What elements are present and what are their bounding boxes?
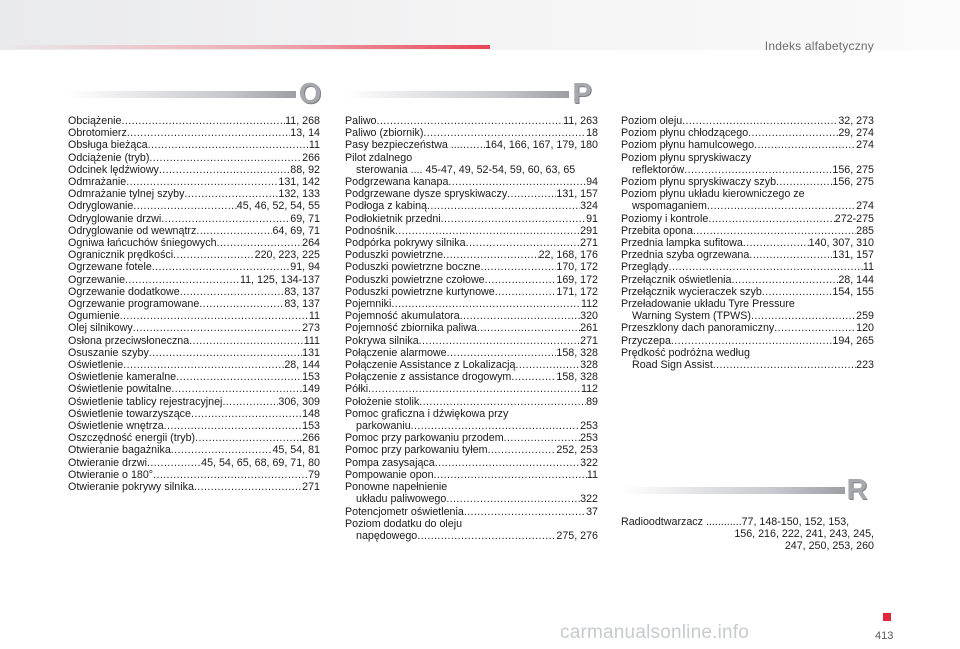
index-entry-pages: 11, 268 bbox=[285, 115, 320, 127]
index-entry-pages: 88, 92 bbox=[290, 163, 320, 176]
index-entry-pages: 252, 253 bbox=[556, 444, 598, 457]
index-entry-label: Poziom płynu chłodzącego bbox=[621, 127, 749, 140]
index-entry-pages: 11, 125, 134-137 bbox=[239, 273, 320, 286]
section-letter-r: R bbox=[846, 474, 868, 506]
index-entry-pages: 32, 273 bbox=[838, 115, 874, 127]
index-entry bbox=[68, 127, 320, 139]
index-entry bbox=[68, 200, 320, 212]
index-entry bbox=[68, 322, 320, 334]
index-entry-label: Ogrzewane fotele bbox=[68, 261, 152, 274]
index-entry-label: Ogrzewanie bbox=[68, 273, 126, 286]
index-entry-label: Otwieranie drzwi bbox=[68, 456, 147, 469]
index-entry-head: Pomoc graficzna i dźwiękowa przy bbox=[345, 407, 509, 420]
index-entry-label: Przełącznik oświetlenia bbox=[621, 273, 732, 286]
index-entry-pages: 29, 274 bbox=[838, 127, 874, 140]
index-entry-pages: 253 bbox=[580, 432, 598, 445]
index-entry bbox=[345, 225, 598, 237]
index-entry-pages: 131 bbox=[302, 346, 320, 359]
index-entry-pages: 274 bbox=[856, 200, 874, 213]
index-entry bbox=[345, 115, 598, 127]
index-entry-label: Przebita opona bbox=[621, 224, 693, 237]
index-entry-label: Pojemność akumulatora bbox=[345, 310, 460, 323]
index-entry-pages: 83, 137 bbox=[284, 298, 320, 311]
index-entry-pages: 45, 54, 65, 68, 69, 71, 80 bbox=[201, 456, 320, 469]
index-entry-label: układu paliwowego bbox=[356, 493, 447, 506]
index-entry-pages: 69, 71 bbox=[290, 212, 320, 225]
index-entry-pages: 11, 263 bbox=[563, 115, 598, 127]
index-entry-label: Poziom płynu spryskiwaczy szyb bbox=[621, 176, 777, 189]
index-entry-pages: 194, 265 bbox=[832, 334, 874, 347]
index-entry-label: Obrotomierz bbox=[68, 127, 127, 140]
index-entry-label: Poziomy i kontrole bbox=[621, 212, 709, 225]
index-entry bbox=[68, 371, 320, 383]
index-entry bbox=[345, 139, 598, 151]
index-entry bbox=[621, 164, 874, 176]
index-entry-label: Przednia lampka sufitowa bbox=[621, 237, 743, 250]
index-entry-label: Podłokietnik przedni bbox=[345, 212, 441, 225]
page-number: 413 bbox=[875, 630, 894, 642]
index-entry-pages: 28, 144 bbox=[284, 359, 320, 372]
index-entry-pages: 45, 46, 52, 54, 55 bbox=[236, 200, 320, 213]
index-entry-pages: 264 bbox=[302, 237, 320, 250]
index-entry bbox=[68, 261, 320, 273]
index-entry bbox=[345, 286, 598, 298]
index-entry-label: Poduszki powietrzne boczne bbox=[345, 261, 481, 274]
index-entry-label: Obciążenie bbox=[68, 115, 122, 127]
index-entry bbox=[345, 444, 598, 456]
index-entry-pages: 148 bbox=[302, 407, 320, 420]
index-entry bbox=[621, 127, 874, 139]
index-entry bbox=[68, 420, 320, 432]
index-entry-label: Odcinek lędźwiowy bbox=[68, 163, 159, 176]
index-entry bbox=[345, 469, 598, 481]
index-entry bbox=[345, 493, 598, 505]
index-entry bbox=[68, 225, 320, 237]
index-entry bbox=[68, 237, 320, 249]
index-entry-label: Obsługa bieżąca bbox=[68, 139, 148, 152]
index-entry bbox=[345, 347, 598, 359]
index-entry-pages: 223 bbox=[856, 359, 874, 372]
index-entry-label: Odmrażanie bbox=[68, 176, 127, 189]
index-entry bbox=[68, 396, 320, 408]
index-entry-pages: 266 bbox=[302, 151, 320, 164]
index-entry-pages: 11 bbox=[586, 468, 598, 481]
index-entry-label: Pasy bezpieczeństwa ... bbox=[345, 139, 460, 152]
index-entry bbox=[621, 274, 874, 286]
index-entry-sub: sterowania .... 45-47, 49, 52-54, 59, 60, 63, 65 bbox=[356, 163, 576, 176]
index-entry-label: Połączenie alarmowe bbox=[345, 346, 447, 359]
index-entry-pages: 153 bbox=[302, 371, 320, 384]
index-column-p2 bbox=[621, 115, 874, 371]
index-entry-pages: 274 bbox=[856, 139, 874, 152]
index-entry-pages: 169, 172 bbox=[556, 273, 598, 286]
index-entry-label: Ogumienie bbox=[68, 310, 120, 323]
index-entry bbox=[68, 176, 320, 188]
index-entry bbox=[621, 176, 874, 188]
index-entry bbox=[621, 115, 874, 127]
index-entry-pages: 156, 275 bbox=[832, 176, 874, 189]
index-entry bbox=[621, 200, 874, 212]
index-entry-label: Podłoga z kabiną bbox=[345, 200, 427, 213]
index-entry-pages: 154, 155 bbox=[832, 285, 874, 298]
index-entry bbox=[345, 506, 598, 518]
index-entry-label: Połączenie z assistance drogowym bbox=[345, 371, 512, 384]
page-title: Indeks alfabetyczny bbox=[764, 39, 874, 53]
index-entry-label: Podnośnik bbox=[345, 224, 395, 237]
index-entry-pages: 83, 137 bbox=[284, 285, 320, 298]
index-entry-pages: 45, 54, 81 bbox=[272, 444, 320, 457]
index-entry-label: Pompowanie opon bbox=[345, 468, 434, 481]
index-entry-label: Otwieranie o 180° bbox=[68, 468, 154, 481]
index-entry-pages: 111 bbox=[303, 334, 320, 347]
index-entry-pages: 149 bbox=[302, 383, 320, 396]
index-entry-pages: 112 bbox=[580, 298, 598, 311]
index-entry-pages: 79 bbox=[308, 468, 320, 481]
index-entry bbox=[68, 481, 320, 493]
index-entry bbox=[345, 200, 598, 212]
index-entry-label: Poziom oleju bbox=[621, 115, 683, 127]
index-entry-pages: 306, 309 bbox=[278, 395, 320, 408]
index-entry-head: Pilot zdalnego bbox=[345, 151, 413, 164]
index-entry-label: Oświetlenie wnętrza bbox=[68, 420, 164, 433]
index-entry-label: wspomaganiem bbox=[632, 200, 707, 213]
index-entry bbox=[345, 237, 598, 249]
index-entry-label: Odryglowanie bbox=[68, 200, 134, 213]
index-entry bbox=[68, 432, 320, 444]
index-entry-head: Przeładowanie układu Tyre Pressure bbox=[621, 298, 795, 311]
index-entry bbox=[68, 139, 320, 151]
index-entry-pages: 272-275 bbox=[834, 212, 874, 225]
index-entry-label: Warning System (TPWS) bbox=[632, 310, 751, 323]
index-column-r bbox=[621, 516, 874, 553]
index-entry-pages: 158, 328 bbox=[556, 371, 598, 384]
index-entry bbox=[621, 310, 874, 322]
index-entry bbox=[621, 213, 874, 225]
index-entry-pages: 170, 172 bbox=[556, 261, 598, 274]
index-entry bbox=[621, 322, 874, 334]
index-entry-label: Przeglądy bbox=[621, 261, 669, 274]
index-entry-label: Oświetlenie bbox=[68, 359, 124, 372]
index-entry bbox=[345, 188, 598, 200]
header-accent-line bbox=[0, 45, 490, 49]
index-entry-label: Odmrażanie tylnej szyby bbox=[68, 188, 185, 201]
index-entry-pages: 112 bbox=[580, 383, 598, 396]
index-entry bbox=[345, 249, 598, 261]
index-entry bbox=[345, 310, 598, 322]
index-entry bbox=[345, 298, 598, 310]
index-entry bbox=[68, 188, 320, 200]
index-entry bbox=[345, 530, 598, 542]
index-entry-pages: 266 bbox=[302, 432, 320, 445]
index-entry bbox=[621, 237, 874, 249]
index-entry-pages: 271 bbox=[580, 334, 598, 347]
index-entry-label: napędowego bbox=[356, 529, 418, 542]
index-entry-label: Oświetlenie powitalne bbox=[68, 383, 172, 396]
index-entry bbox=[68, 347, 320, 359]
index-entry-label: Pomoc przy parkowaniu przodem bbox=[345, 432, 504, 445]
index-entry-label: Poduszki powietrzne czołowe bbox=[345, 273, 485, 286]
index-entry-pages: 328 bbox=[580, 359, 598, 372]
index-entry-pages: 120 bbox=[856, 322, 874, 335]
index-entry bbox=[621, 225, 874, 237]
index-entry-pages: 156, 275 bbox=[832, 163, 874, 176]
index-entry bbox=[68, 274, 320, 286]
index-entry bbox=[345, 371, 598, 383]
index-column-p1 bbox=[345, 115, 598, 542]
index-entry-pages: 285 bbox=[856, 224, 874, 237]
index-entry bbox=[68, 298, 320, 310]
index-entry-pages: 89 bbox=[586, 395, 598, 408]
index-entry bbox=[621, 139, 874, 151]
index-entry-pages: 273 bbox=[302, 322, 320, 335]
index-entry bbox=[345, 127, 598, 139]
index-entry-label: Ogrzewanie programowane bbox=[68, 298, 200, 311]
index-entry bbox=[621, 359, 874, 371]
index-entry bbox=[68, 310, 320, 322]
index-entry bbox=[345, 213, 598, 225]
index-entry-pages: 271 bbox=[580, 237, 598, 250]
index-entry bbox=[621, 261, 874, 273]
index-entry-label: Przyczepa bbox=[621, 334, 671, 347]
watermark: carmanualsonline.info bbox=[560, 622, 750, 643]
index-entry-label: Podgrzewana kanapa bbox=[345, 176, 449, 189]
index-entry bbox=[68, 469, 320, 481]
section-letter-p: P bbox=[572, 78, 592, 110]
index-entry-label: Ogranicznik prędkości bbox=[68, 249, 174, 262]
index-entry-label: Podgrzewane dysze spryskiwaczy bbox=[345, 188, 508, 201]
index-entry-label: Pokrywa silnika bbox=[345, 334, 419, 347]
index-entry bbox=[345, 432, 598, 444]
index-entry-pages: 18 bbox=[586, 127, 598, 140]
index-entry bbox=[621, 335, 874, 347]
index-entry bbox=[68, 249, 320, 261]
index-entry-radio-cont: 247, 250, 253, 260 bbox=[784, 540, 874, 553]
index-entry-label: Ogrzewanie dodatkowe bbox=[68, 285, 180, 298]
index-entry-pages: 91 bbox=[586, 212, 598, 225]
index-entry-head: Poziom dodatku do oleju bbox=[345, 517, 463, 530]
index-entry-label: reflektorów bbox=[632, 163, 685, 176]
index-entry-pages: 11 bbox=[308, 310, 320, 323]
index-entry-pages: 164, 166, 167, 179, 180 bbox=[485, 139, 598, 152]
index-entry-head: Prędkość podróżna według bbox=[621, 346, 750, 359]
index-entry-pages: 22, 168, 176 bbox=[538, 249, 598, 262]
index-entry-pages: 11 bbox=[308, 139, 320, 152]
index-entry-label: Osłona przeciwsłoneczna bbox=[68, 334, 190, 347]
index-entry-pages: 131, 157 bbox=[832, 249, 874, 262]
index-entry bbox=[68, 383, 320, 395]
index-entry-pages: 261 bbox=[580, 322, 598, 335]
index-entry-label: Poduszki powietrzne kurtynowe bbox=[345, 285, 495, 298]
index-entry-label: Road Sign Assist bbox=[632, 359, 713, 372]
index-entry-label: Przełącznik wycieraczek szyb bbox=[621, 285, 762, 298]
index-entry-label: Oświetlenie tablicy rejestracyjnej bbox=[68, 395, 223, 408]
index-entry-pages: 322 bbox=[580, 493, 598, 506]
section-p-rule bbox=[345, 91, 569, 98]
index-entry-label: Olej silnikowy bbox=[68, 322, 133, 335]
index-entry-pages: 11 bbox=[862, 261, 874, 274]
index-entry-pages: 259 bbox=[856, 310, 874, 323]
index-entry-label: Poziom płynu hamulcowego bbox=[621, 139, 755, 152]
index-entry-label: Paliwo bbox=[345, 115, 377, 127]
index-entry-pages: 37 bbox=[586, 505, 598, 518]
index-entry bbox=[345, 176, 598, 188]
index-entry-pages: 132, 133 bbox=[278, 188, 320, 201]
index-entry bbox=[68, 457, 320, 469]
index-entry-label: Osuszanie szyby bbox=[68, 346, 149, 359]
index-entry-pages: 91, 94 bbox=[290, 261, 320, 274]
page-marker bbox=[883, 613, 891, 621]
index-entry bbox=[621, 249, 874, 261]
index-entry-radio-cont: 156, 216, 222, 241, 243, 245, bbox=[734, 528, 874, 541]
index-entry-label: Połączenie Assistance z Lokalizacją bbox=[345, 359, 516, 372]
index-entry bbox=[345, 274, 598, 286]
index-column-o bbox=[68, 115, 320, 493]
index-entry-label: Pomoc przy parkowaniu tyłem bbox=[345, 444, 488, 457]
index-entry-pages: 28, 144 bbox=[838, 273, 874, 286]
index-entry-head: Ponowne napełnienie bbox=[345, 481, 448, 494]
index-entry bbox=[345, 359, 598, 371]
index-entry-pages: 275, 276 bbox=[556, 529, 598, 542]
index-entry bbox=[345, 457, 598, 469]
index-entry-label: Podpórka pokrywy silnika bbox=[345, 237, 466, 250]
index-entry-label: Oświetlenie towarzyszące bbox=[68, 407, 191, 420]
index-entry-pages: 158, 328 bbox=[556, 346, 598, 359]
index-entry-label: Otwieranie bagażnika bbox=[68, 444, 171, 457]
index-entry-head: Poziom płynu układu kierowniczego ze bbox=[621, 188, 805, 201]
index-entry-label: Pojemniki bbox=[345, 298, 392, 311]
index-entry-pages: 153 bbox=[302, 420, 320, 433]
index-entry-label: Odryglowanie drzwi bbox=[68, 212, 162, 225]
index-entry-label: Oszczędność energii (tryb) bbox=[68, 432, 196, 445]
index-entry-pages: 320 bbox=[580, 310, 598, 323]
section-r-rule bbox=[621, 487, 845, 494]
index-entry bbox=[68, 164, 320, 176]
index-entry-pages: 94 bbox=[586, 176, 598, 189]
index-entry-label: Oświetlenie kameralne bbox=[68, 371, 177, 384]
index-entry-head: Poziom płynu spryskiwaczy bbox=[621, 151, 752, 164]
index-entry bbox=[345, 335, 598, 347]
index-entry-label: Pompa zasysająca bbox=[345, 456, 435, 469]
index-entry bbox=[621, 286, 874, 298]
index-entry bbox=[68, 359, 320, 371]
index-entry-label: Otwieranie pokrywy silnika bbox=[68, 481, 194, 494]
section-o-rule bbox=[68, 91, 296, 98]
index-entry-label: Położenie stolik bbox=[345, 395, 420, 408]
index-entry-pages: 322 bbox=[580, 456, 598, 469]
index-entry-pages: 271 bbox=[302, 481, 320, 494]
index-entry-label: Przednia szyba ogrzewana bbox=[621, 249, 750, 262]
index-entry bbox=[345, 383, 598, 395]
index-entry-pages: 291 bbox=[580, 224, 598, 237]
index-entry-label: Paliwo (zbiornik) bbox=[345, 127, 424, 140]
index-entry bbox=[345, 420, 598, 432]
index-entry-radio: Radioodtwarzacz ............77, 148-150, 152, 153, bbox=[621, 516, 850, 528]
index-entry bbox=[68, 408, 320, 420]
index-entry-label: Pojemność zbiornika paliwa bbox=[345, 322, 477, 335]
index-entry-label: Przeszklony dach panoramiczny bbox=[621, 322, 775, 335]
section-letter-o: O bbox=[298, 78, 322, 110]
index-entry-label: parkowaniu bbox=[356, 420, 411, 433]
index-entry bbox=[68, 152, 320, 164]
index-entry-pages: 171, 172 bbox=[556, 285, 598, 298]
index-entry-label: Odryglowanie od wewnątrz bbox=[68, 224, 197, 237]
index-entry bbox=[68, 444, 320, 456]
index-entry-pages: 131, 142 bbox=[278, 176, 320, 189]
index-entry bbox=[68, 335, 320, 347]
index-entry-label: Ogniwa łańcuchów śniegowych bbox=[68, 237, 217, 250]
index-entry bbox=[68, 115, 320, 127]
index-entry-pages: 324 bbox=[580, 200, 598, 213]
index-entry bbox=[345, 322, 598, 334]
index-entry-pages: 140, 307, 310 bbox=[808, 237, 874, 250]
index-entry-label: Półki bbox=[345, 383, 369, 396]
index-entry-pages: 64, 69, 71 bbox=[272, 224, 320, 237]
index-entry-label: Poduszki powietrzne bbox=[345, 249, 444, 262]
index-entry bbox=[345, 261, 598, 273]
index-entry-pages: 131, 157 bbox=[556, 188, 598, 201]
index-entry-label: Odciążenie (tryb) bbox=[68, 151, 150, 164]
index-entry-pages: 253 bbox=[580, 420, 598, 433]
index-entry-label: Potencjometr oświetlenia bbox=[345, 505, 464, 518]
index-entry-pages: 13, 14 bbox=[290, 127, 320, 140]
index-entry bbox=[345, 396, 598, 408]
index-entry bbox=[68, 213, 320, 225]
index-entry-pages: 220, 223, 225 bbox=[254, 249, 320, 262]
index-entry bbox=[68, 286, 320, 298]
